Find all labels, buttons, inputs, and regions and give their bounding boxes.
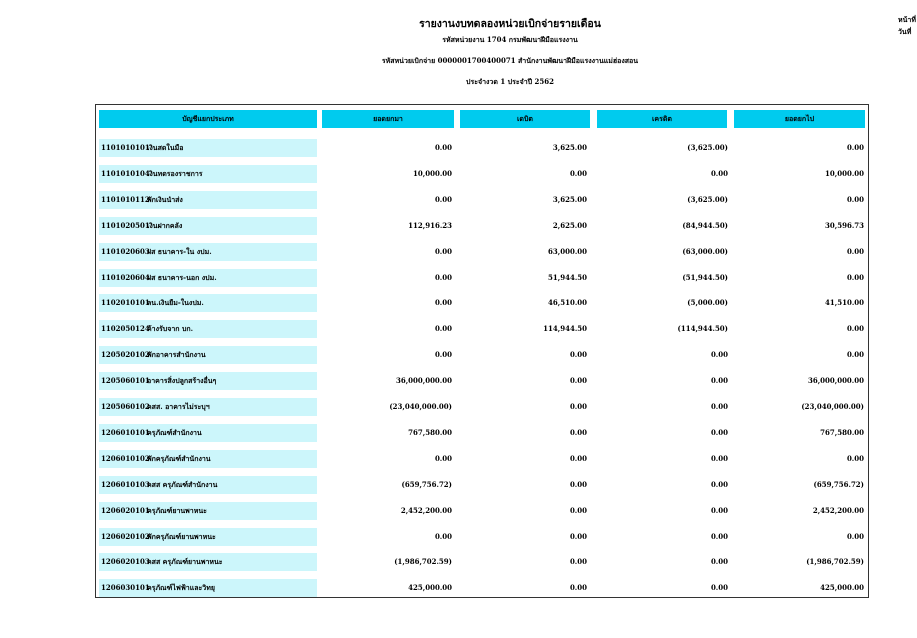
account-name: พักอาคารสำนักงาน	[147, 350, 206, 359]
account-name: อาคารสิ่งปลูกสร้างอื่นๆ	[147, 376, 217, 385]
cell-credit: (84,944.50)	[682, 221, 728, 230]
table-row-account	[99, 139, 317, 157]
table-row-account	[99, 528, 317, 546]
cell-credit: 0.00	[710, 402, 728, 411]
cell-credit: (114,944.50)	[677, 324, 728, 333]
account-name: พักครุภัณฑ์ยานพาหนะ	[147, 532, 216, 541]
account-name: เงินฝากคลัง	[147, 221, 183, 230]
cell-carried-forward: 0.00	[846, 273, 864, 282]
cell-carried-forward: 36,000,000.00	[807, 376, 864, 385]
cell-carried-forward: (1,986,702.59)	[806, 557, 864, 566]
cell-brought-forward: 425,000.00	[408, 583, 452, 592]
account-name: คสส ครุภัณฑ์ยานพาหนะ	[147, 557, 223, 566]
cell-carried-forward: 41,510.00	[825, 298, 864, 307]
cell-credit: 0.00	[710, 454, 728, 463]
cell-brought-forward: 2,452,200.00	[400, 506, 452, 515]
cell-brought-forward: 0.00	[434, 350, 452, 359]
cell-brought-forward: 112,916.23	[408, 221, 452, 230]
cell-credit: (63,000.00)	[682, 247, 728, 256]
account-code: 1101020603	[101, 247, 150, 256]
account-code: 1205060102	[101, 402, 150, 411]
account-name: เงินทดรองราชการ	[147, 169, 203, 178]
header-credit: เครดิต	[597, 110, 727, 128]
cell-debit: 0.00	[569, 454, 587, 463]
cell-credit: 0.00	[710, 480, 728, 489]
period-line: ประจำงวด 1 ประจำปี 2562	[466, 77, 554, 86]
date-label: วันที่	[898, 27, 912, 36]
cell-debit: 0.00	[569, 532, 587, 541]
cell-debit: 46,510.00	[548, 298, 587, 307]
cell-credit: 0.00	[710, 376, 728, 385]
account-name: คสส ครุภัณฑ์สำนักงาน	[147, 480, 218, 489]
account-name: เงินสดในมือ	[147, 143, 184, 152]
account-name: ค้างรับจาก บก.	[147, 324, 194, 333]
cell-debit: 3,625.00	[552, 195, 587, 204]
cell-carried-forward: 0.00	[846, 324, 864, 333]
account-name: ลน.เงินยืม-ในงปม.	[147, 298, 204, 307]
cell-brought-forward: 0.00	[434, 143, 452, 152]
account-code: 1101020501	[101, 221, 150, 230]
cell-carried-forward: 767,580.00	[820, 428, 864, 437]
header-brought-forward: ยอดยกมา	[322, 110, 454, 128]
cell-debit: 0.00	[569, 350, 587, 359]
disburse-unit-line: รหัสหน่วยเบิกจ่าย 0000001700400071 สำนักงานพัฒนาฝีมือแรงงานแม่ฮ่องสอน	[381, 56, 639, 65]
table-row-account	[99, 269, 317, 287]
cell-carried-forward: 30,596.73	[825, 221, 864, 230]
cell-credit: 0.00	[710, 350, 728, 359]
cell-brought-forward: (1,986,702.59)	[394, 557, 452, 566]
table-row-account	[99, 398, 317, 416]
cell-debit: 3,625.00	[552, 143, 587, 152]
account-code: 1206010102	[101, 454, 150, 463]
cell-debit: 0.00	[569, 402, 587, 411]
cell-debit: 114,944.50	[543, 324, 587, 333]
table-row-account	[99, 450, 317, 468]
cell-debit: 0.00	[569, 480, 587, 489]
table-row-account	[99, 294, 317, 312]
account-code: 1101010104	[101, 169, 150, 178]
cell-carried-forward: 0.00	[846, 350, 864, 359]
cell-brought-forward: 0.00	[434, 454, 452, 463]
cell-carried-forward: 0.00	[846, 195, 864, 204]
cell-credit: 0.00	[710, 532, 728, 541]
cell-brought-forward: 36,000,000.00	[395, 376, 452, 385]
header-debit: เดบิต	[460, 110, 590, 128]
cell-carried-forward: 0.00	[846, 143, 864, 152]
page-number-label: หน้าที่	[898, 15, 916, 24]
cell-brought-forward: 767,580.00	[408, 428, 452, 437]
cell-carried-forward: 0.00	[846, 454, 864, 463]
table-row-account	[99, 372, 317, 390]
account-name: ฝส ธนาคาร-ใน งปม.	[147, 247, 212, 256]
account-code: 1102050124	[101, 324, 150, 333]
account-code: 1102010101	[101, 298, 150, 307]
table-row-account	[99, 476, 317, 494]
account-name: ครุภัณฑ์ยานพาหนะ	[147, 506, 207, 515]
cell-brought-forward: (23,040,000.00)	[389, 402, 452, 411]
cell-credit: 0.00	[710, 169, 728, 178]
account-code: 1206020101	[101, 506, 150, 515]
account-code: 1206030101	[101, 583, 150, 592]
account-name: ครุภัณฑ์สำนักงาน	[147, 428, 202, 437]
table-row-account	[99, 502, 317, 520]
agency-line: รหัสหน่วยงาน 1704 กรมพัฒนาฝีมือแรงงาน	[442, 35, 578, 44]
cell-carried-forward: 10,000.00	[825, 169, 864, 178]
table-row-account	[99, 217, 317, 235]
header-carried-forward: ยอดยกไป	[734, 110, 865, 128]
cell-brought-forward: 10,000.00	[413, 169, 452, 178]
table-row-account	[99, 579, 317, 597]
cell-credit: 0.00	[710, 583, 728, 592]
account-code: 1206010101	[101, 428, 150, 437]
account-code: 1205060101	[101, 376, 150, 385]
cell-brought-forward: 0.00	[434, 273, 452, 282]
cell-debit: 51,944.50	[548, 273, 587, 282]
table-row-account	[99, 553, 317, 571]
account-name: ครุภัณฑ์ไฟฟ้าและวิทยุ	[147, 583, 215, 592]
table-row-account	[99, 191, 317, 209]
account-name: พักเงินนำส่ง	[147, 195, 183, 204]
cell-credit: (3,625.00)	[687, 143, 728, 152]
account-name: พักครุภัณฑ์สำนักงาน	[147, 454, 211, 463]
cell-carried-forward: 2,452,200.00	[812, 506, 864, 515]
cell-carried-forward: 425,000.00	[820, 583, 864, 592]
cell-debit: 0.00	[569, 506, 587, 515]
cell-brought-forward: 0.00	[434, 324, 452, 333]
cell-brought-forward: 0.00	[434, 195, 452, 204]
cell-debit: 0.00	[569, 428, 587, 437]
account-code: 1205020102	[101, 350, 150, 359]
cell-debit: 0.00	[569, 376, 587, 385]
cell-debit: 2,625.00	[552, 221, 587, 230]
cell-credit: 0.00	[710, 557, 728, 566]
table-row-account	[99, 320, 317, 338]
account-name: คสส. อาคารไม่ระบุฯ	[147, 402, 210, 411]
account-code: 1206010103	[101, 480, 150, 489]
account-code: 1101020604	[101, 273, 150, 282]
cell-carried-forward: (659,756.72)	[813, 480, 864, 489]
report-title: รายงานงบทดลองหน่วยเบิกจ่ายรายเดือน	[419, 18, 601, 30]
account-code: 1206020103	[101, 557, 150, 566]
table-row-account	[99, 424, 317, 442]
cell-debit: 63,000.00	[548, 247, 587, 256]
cell-brought-forward: 0.00	[434, 532, 452, 541]
cell-debit: 0.00	[569, 169, 587, 178]
cell-credit: (3,625.00)	[687, 195, 728, 204]
cell-debit: 0.00	[569, 557, 587, 566]
table-row-account	[99, 346, 317, 364]
header-account: บัญชีแยกประเภท	[99, 110, 317, 128]
account-code: 1206020102	[101, 532, 150, 541]
cell-carried-forward: 0.00	[846, 247, 864, 256]
cell-credit: (51,944.50)	[682, 273, 728, 282]
table-row-account	[99, 243, 317, 261]
cell-carried-forward: (23,040,000.00)	[801, 402, 864, 411]
cell-brought-forward: 0.00	[434, 298, 452, 307]
cell-credit: 0.00	[710, 506, 728, 515]
account-code: 1101010112	[101, 195, 150, 204]
cell-brought-forward: 0.00	[434, 247, 452, 256]
table-row-account	[99, 165, 317, 183]
cell-credit: 0.00	[710, 428, 728, 437]
account-code: 1101010101	[101, 143, 150, 152]
cell-credit: (5,000.00)	[687, 298, 728, 307]
cell-debit: 0.00	[569, 583, 587, 592]
account-name: ฝส ธนาคาร-นอก งปม.	[147, 273, 217, 282]
cell-carried-forward: 0.00	[846, 532, 864, 541]
cell-brought-forward: (659,756.72)	[401, 480, 452, 489]
